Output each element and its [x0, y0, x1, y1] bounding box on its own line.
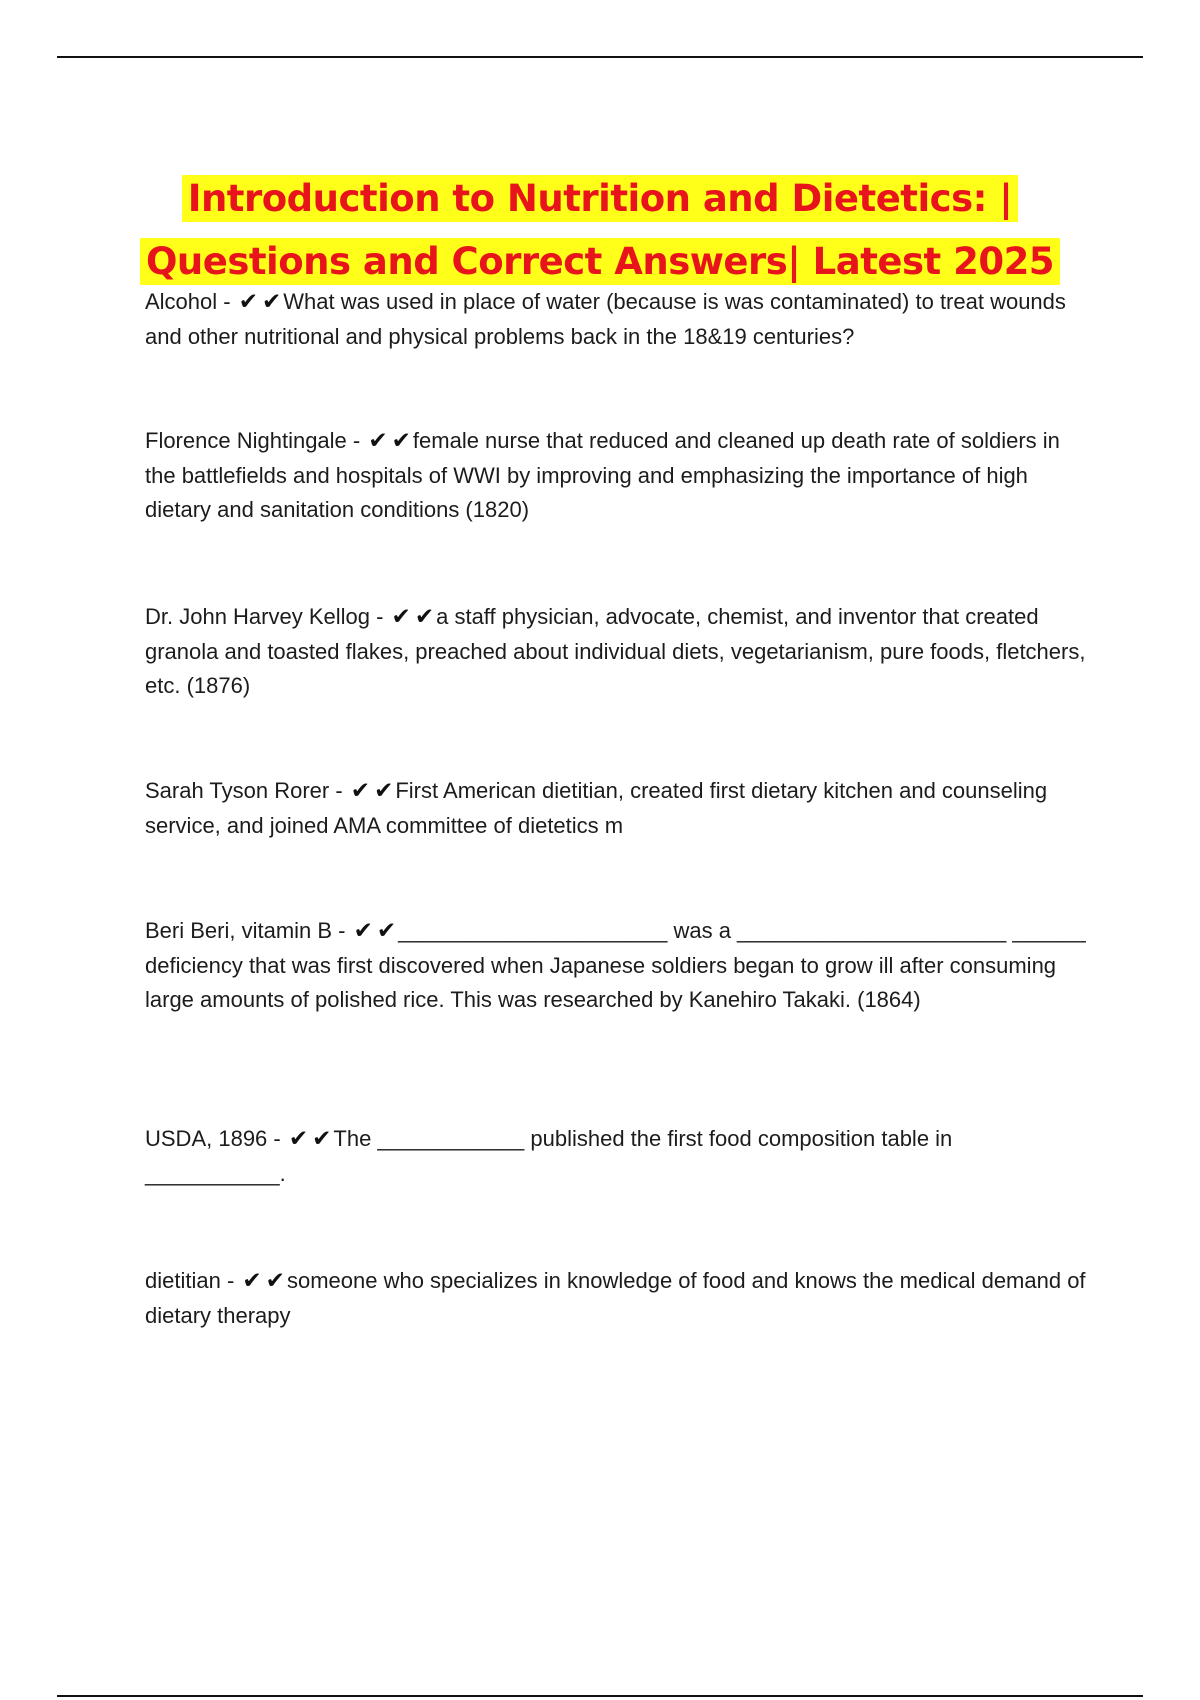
checkmark-icon: ✔: [242, 1268, 262, 1294]
qa-term: dietitian -: [145, 1268, 241, 1293]
qa-definition: a staff physician, advocate, chemist, and inventor that created granola and toasted flakes, preached about individual diets, vegetarianism, pure foods, fletchers, etc. (1876): [145, 604, 1086, 698]
qa-definition: What was used in place of water (because is was contaminated) to treat wounds and other nutritional and physical problems back in the 18&19 centuries?: [145, 289, 1066, 349]
qa-item-usda: [145, 1122, 1095, 1191]
qa-term: USDA, 1896 -: [145, 1126, 287, 1151]
title-line-2: Questions and Correct Answers| Latest 2025: [140, 238, 1060, 285]
checkmark-icon: ✔: [238, 289, 258, 315]
title-line-1: Introduction to Nutrition and Dietetics: |: [182, 175, 1019, 222]
qa-item-sarah-tyson-rorer: [145, 774, 1095, 843]
qa-term: Alcohol -: [145, 289, 237, 314]
qa-item-florence-nightingale: [145, 424, 1095, 528]
qa-definition: female nurse that reduced and cleaned up death rate of soldiers in the battlefields and hospitals of WWI by improving and emphasizing the importance of high dietary and sanitation conditions (1820): [145, 428, 1060, 522]
checkmark-icon: ✔: [262, 289, 282, 315]
qa-item-beri-beri: [145, 914, 1095, 1018]
top-rule: [57, 56, 1143, 58]
qa-definition: ______________________ was a ______________________ ______ deficiency that was first discovered when Japanese soldiers began to grow ill after consuming large amounts of polished rice. This was researched by Kanehiro Takaki. (1864): [145, 918, 1086, 1012]
checkmark-icon: ✔: [353, 918, 373, 944]
qa-item-kellog: [145, 600, 1095, 704]
checkmark-icon: ✔: [312, 1126, 332, 1152]
checkmark-icon: ✔: [374, 778, 394, 804]
qa-term: Beri Beri, vitamin B -: [145, 918, 352, 943]
checkmark-icon: ✔: [414, 604, 435, 630]
checkmark-icon: ✔: [376, 918, 397, 944]
checkmark-icon: ✔: [391, 428, 411, 454]
qa-term: Florence Nightingale -: [145, 428, 367, 453]
document-title: [0, 167, 1200, 293]
checkmark-icon: ✔: [265, 1268, 285, 1294]
checkmark-icon: ✔: [391, 604, 411, 630]
checkmark-icon: ✔: [368, 428, 388, 454]
qa-definition: First American dietitian, created first dietary kitchen and counseling service, and joined AMA committee of dietetics m: [145, 778, 1048, 838]
qa-item-dietitian: [145, 1264, 1095, 1333]
bottom-rule: [57, 1695, 1143, 1697]
checkmark-icon: ✔: [350, 778, 371, 804]
qa-item-alcohol: [145, 285, 1095, 354]
qa-term: Dr. John Harvey Kellog -: [145, 604, 390, 629]
qa-definition: The ____________ published the first food composition table in ___________.: [145, 1126, 953, 1186]
qa-term: Sarah Tyson Rorer -: [145, 778, 349, 803]
qa-definition: someone who specializes in knowledge of food and knows the medical demand of dietary therapy: [145, 1268, 1086, 1328]
checkmark-icon: ✔: [288, 1126, 309, 1152]
